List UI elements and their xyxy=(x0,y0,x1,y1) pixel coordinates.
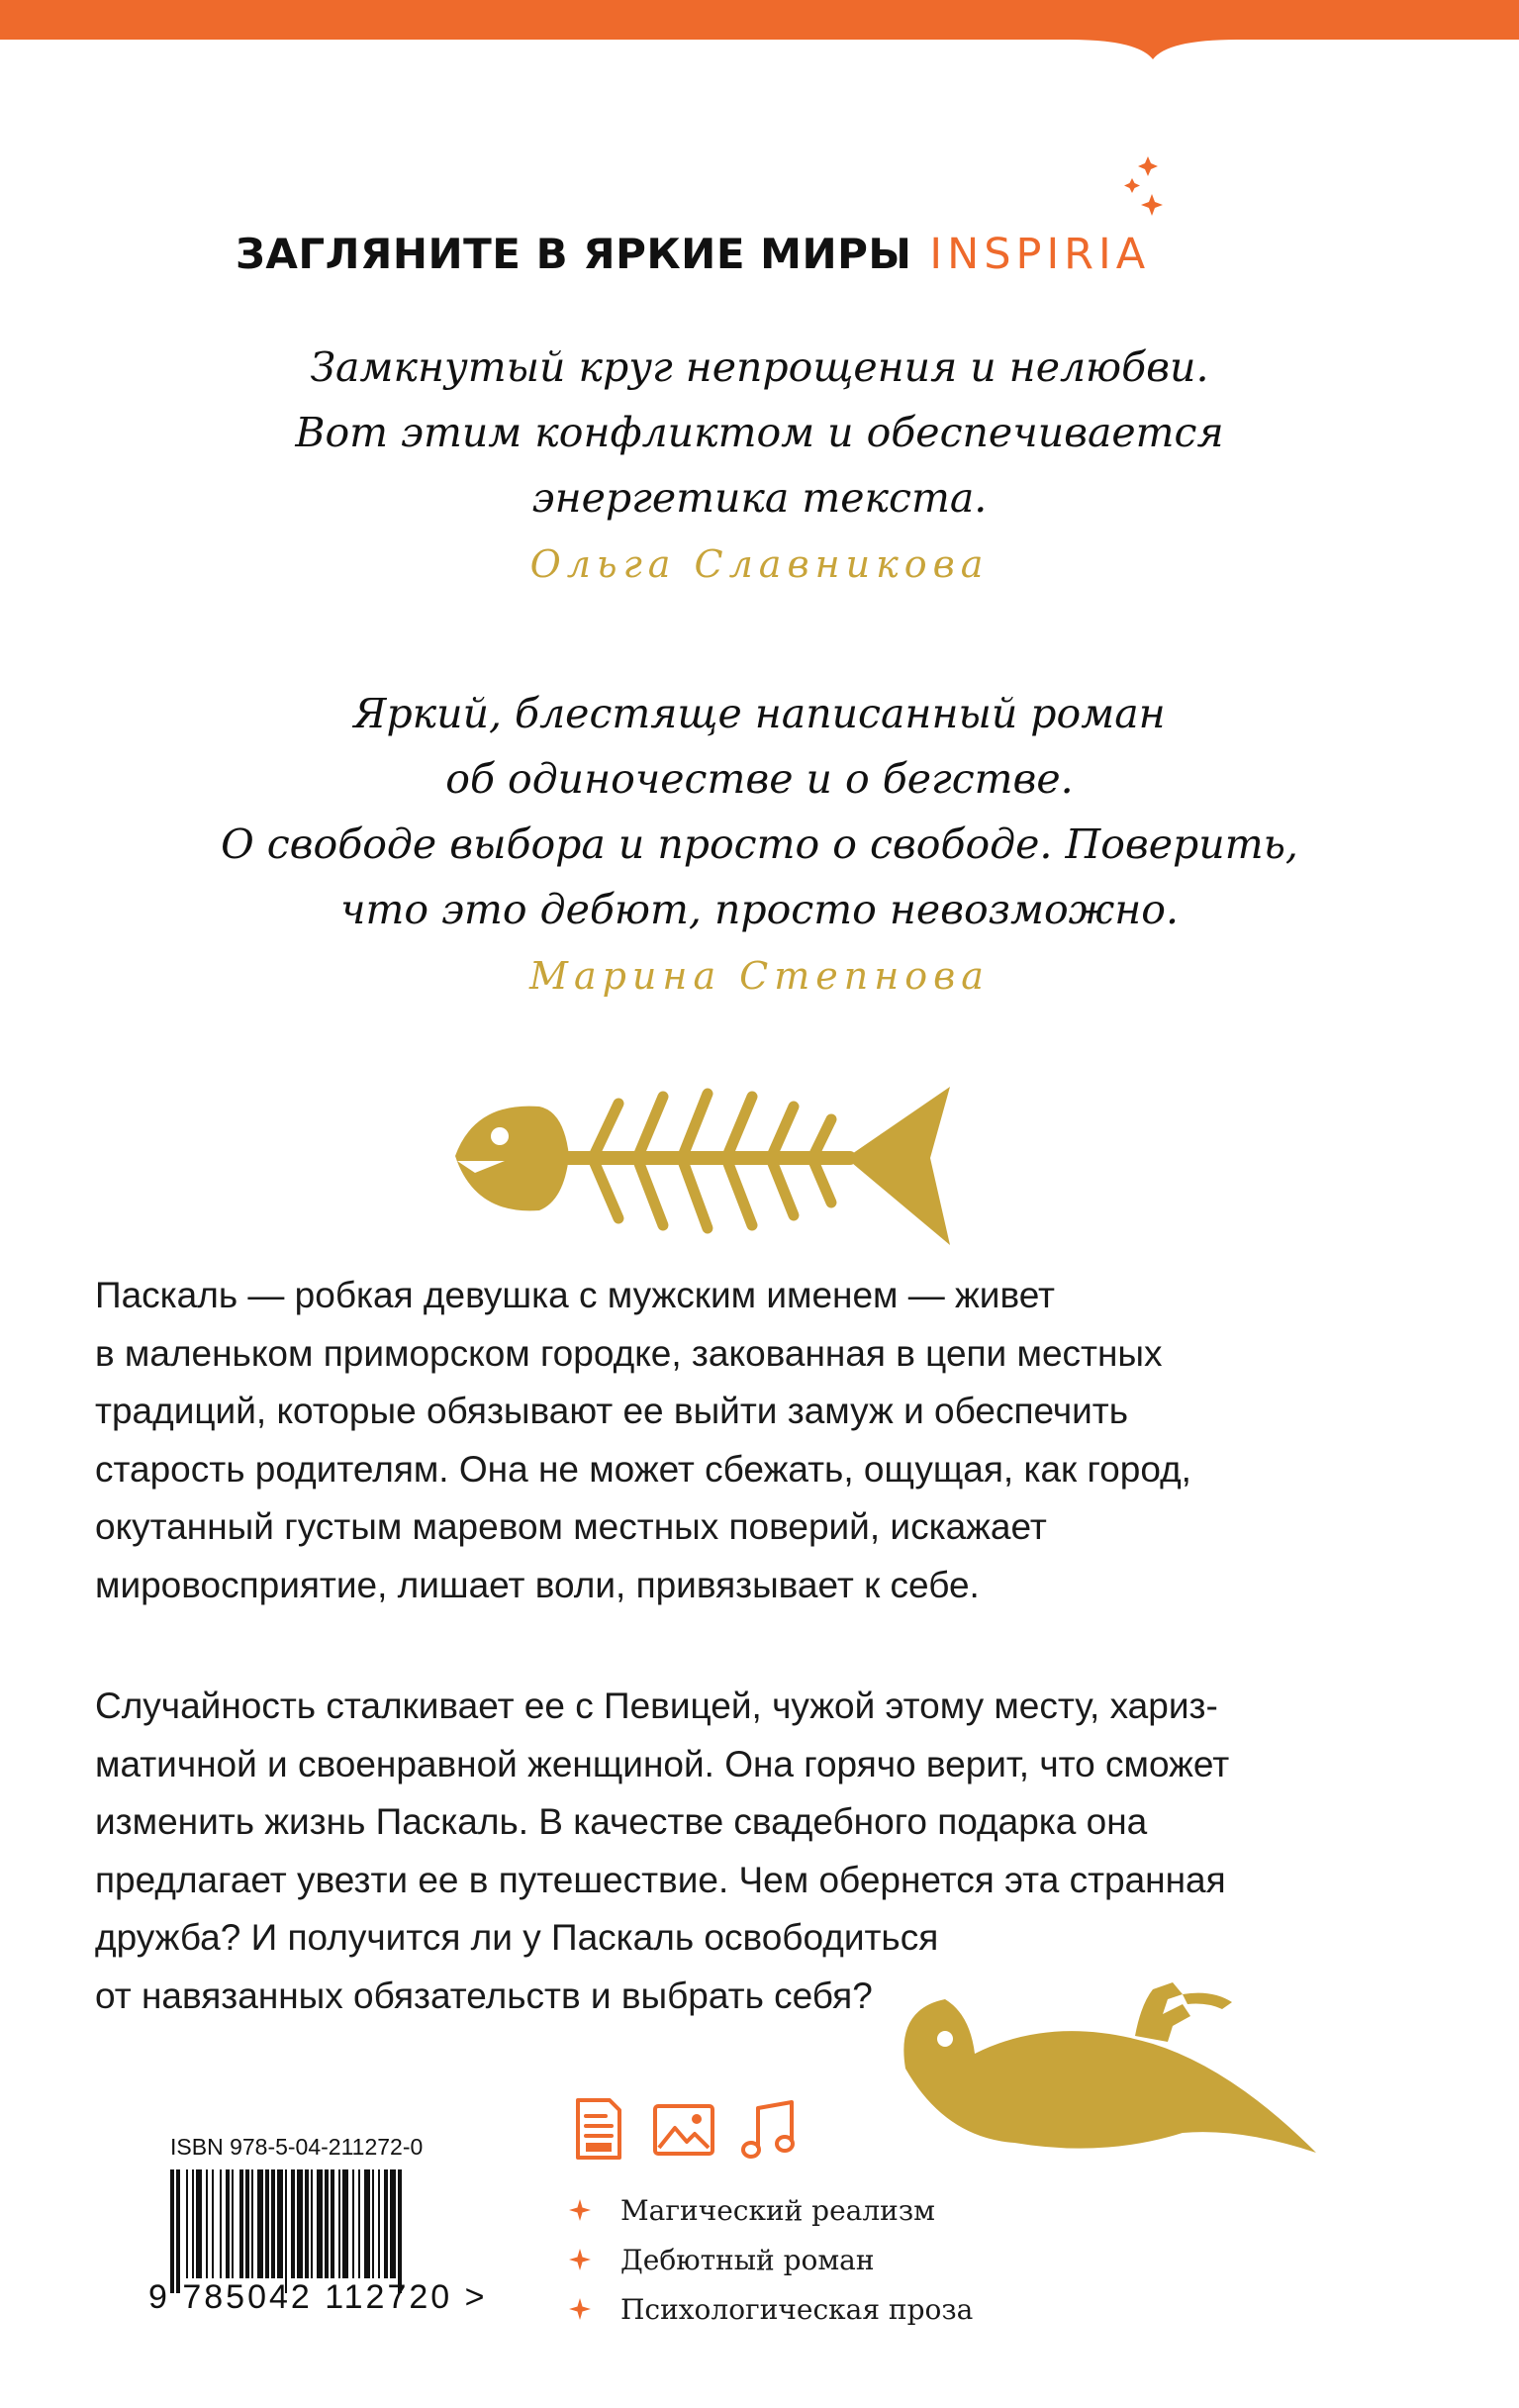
barcode-bar xyxy=(257,2169,263,2278)
barcode-bar xyxy=(398,2169,402,2293)
format-icons xyxy=(572,2096,809,2166)
quote-line: энергетика текста. xyxy=(531,474,988,522)
quote-author: Марина Степнова xyxy=(529,954,990,998)
barcode-bar xyxy=(325,2169,329,2278)
barcode-bar xyxy=(358,2169,360,2278)
barcode-bar xyxy=(305,2169,309,2278)
review-quote-1 xyxy=(0,335,1519,598)
brand-headline xyxy=(236,230,1324,289)
barcode-bar xyxy=(186,2169,188,2278)
quote-line: О свободе выбора и просто о свободе. Поверить, xyxy=(221,820,1298,868)
barcode-bar xyxy=(271,2169,275,2278)
genre-item xyxy=(569,2235,973,2284)
barcode-bar xyxy=(317,2169,323,2278)
quote-author: Ольга Славникова xyxy=(529,542,990,586)
sparkle-icon xyxy=(1118,148,1178,228)
genre-item xyxy=(569,2284,973,2334)
barcode-bar xyxy=(372,2169,374,2278)
image-icon xyxy=(651,2102,716,2158)
barcode-bar xyxy=(232,2169,234,2278)
barcode-bar xyxy=(251,2169,253,2278)
review-quote-2 xyxy=(0,681,1519,1010)
genre-label: Дебютный роман xyxy=(620,2243,875,2276)
description-line: Паскаль — робкая девушка с мужским именем — живет xyxy=(95,1275,1055,1315)
barcode-bar xyxy=(390,2169,396,2278)
description-line: изменить жизнь Паскаль. В качестве свадебного подарка она xyxy=(95,1801,1148,1842)
description-line: мировосприятие, лишает воли, привязывает к себе. xyxy=(95,1564,980,1605)
barcode-bar xyxy=(206,2169,208,2278)
description-line: в маленьком приморском городке, закованная в цепи местных xyxy=(95,1332,1163,1374)
ebook-icon xyxy=(572,2096,625,2162)
description-line: матичной и своенравной женщиной. Она горячо верит, что сможет xyxy=(95,1743,1230,1784)
music-note-icon xyxy=(740,2098,798,2162)
genre-label: Психологическая проза xyxy=(620,2292,974,2326)
barcode-bar xyxy=(285,2169,287,2293)
barcode-bar xyxy=(265,2169,269,2278)
barcode xyxy=(170,2169,467,2293)
barcode-bar xyxy=(212,2169,214,2278)
top-orange-band xyxy=(0,0,1519,59)
isbn-label: ISBN 978-5-04-211272-0 xyxy=(170,2134,424,2160)
brand-prefix: ЗАГЛЯНИТЕ В ЯРКИЕ МИРЫ xyxy=(236,230,912,278)
barcode-bar xyxy=(220,2169,222,2278)
fish-skeleton-illustration xyxy=(445,1082,960,1260)
quote-line: об одиночестве и о бегстве. xyxy=(445,755,1074,803)
barcode-bar xyxy=(291,2169,295,2278)
quote-line: Вот этим конфликтом и обеспечивается xyxy=(295,409,1224,456)
barcode-bar xyxy=(239,2169,243,2278)
barcode-bar xyxy=(245,2169,249,2278)
barcode-bar xyxy=(338,2169,340,2278)
genre-list xyxy=(569,2185,973,2334)
description-line: Случайность сталкивает ее с Певицей, чужой этому месту, хариз- xyxy=(95,1686,1218,1726)
description-line: традиций, которые обязывают ее выйти замуж и обеспечить xyxy=(95,1391,1129,1431)
barcode-bar xyxy=(176,2169,180,2293)
barcode-bar xyxy=(196,2169,202,2278)
barcode-digits: 9 785042 112720 > xyxy=(148,2278,488,2316)
barcode-bar xyxy=(352,2169,354,2278)
quote-line: Замкнутый круг непрощения и нелюбви. xyxy=(310,343,1209,391)
barcode-bar xyxy=(384,2169,388,2278)
sparkle-bullet-icon xyxy=(569,2249,591,2270)
barcode-bar xyxy=(331,2169,334,2278)
barcode-bar xyxy=(378,2169,380,2278)
barcode-bar xyxy=(226,2169,230,2278)
barcode-bar xyxy=(297,2169,303,2278)
barcode-bar xyxy=(170,2169,174,2293)
description-line: предлагает увезти ее в путешествие. Чем обернется эта странная xyxy=(95,1859,1226,1900)
description-line: от навязанных обязательств и выбрать себя? xyxy=(95,1975,873,2016)
sparkle-bullet-icon xyxy=(569,2298,591,2320)
description-line: окутанный густым маревом местных поверий, искажает xyxy=(95,1506,1047,1547)
description-line: дружба? И получится ли у Паскаль освободиться xyxy=(95,1917,939,1958)
barcode-bar xyxy=(342,2169,348,2278)
description-line: старость родителям. Она не может сбежать, ощущая, как город, xyxy=(95,1448,1191,1490)
quote-line: что это дебют, просто невозможно. xyxy=(339,886,1180,933)
barcode-bar xyxy=(192,2169,194,2278)
brand-name: INSPIRIA xyxy=(929,230,1151,279)
genre-item xyxy=(569,2185,973,2235)
barcode-bar xyxy=(277,2169,283,2278)
sparkle-bullet-icon xyxy=(569,2199,591,2221)
penguin-illustration xyxy=(886,1955,1321,2167)
description-paragraph-1 xyxy=(95,1267,1372,1614)
genre-label: Магический реализм xyxy=(620,2193,935,2227)
barcode-bar xyxy=(311,2169,313,2278)
barcode-bar xyxy=(364,2169,370,2278)
quote-line: Яркий, блестяще написанный роман xyxy=(353,690,1166,737)
